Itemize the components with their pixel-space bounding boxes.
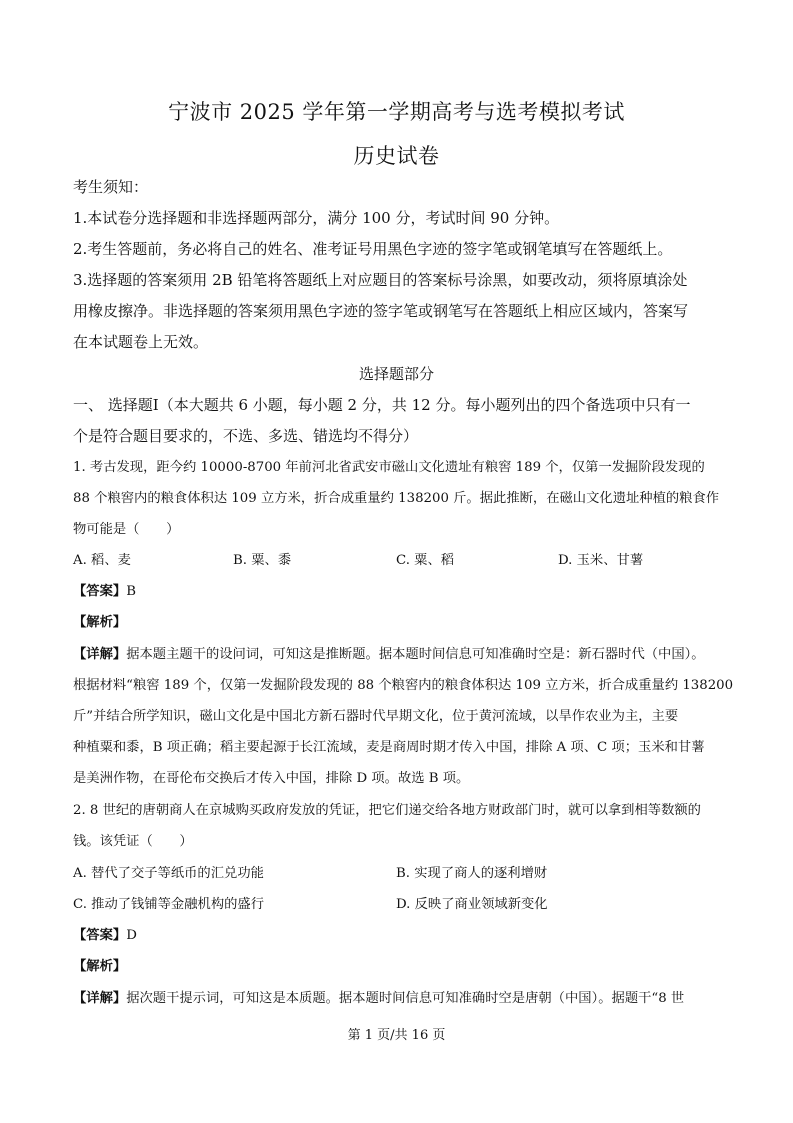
q1-stem: 88 个粮窖内的粮食体积达 109 立方米，折合成重量约 138200 斤。据此推断，在磁山文化遗址种植的粮食作 [73,491,720,506]
q2-detail [73,989,684,1009]
section-intro: 一、 选择题Ⅰ（本大题共 6 小题，每小题 2 分，共 12 分。每小题列出的四个备选项中只有一 [73,396,691,414]
analysis-tag: 【解析】 [73,615,127,630]
q1-option-c: C. 粟、稻 [396,553,455,568]
section-intro: 个是符合题目要求的，不选、多选、错选均不得分） [73,427,419,445]
q2-stem: 2. 8 世纪的唐朝商人在京城购买政府发放的凭证，把它们递交给各地方财政部门时，就可以拿到相等数额的 [73,803,701,818]
notice-item: 在本试题卷上无效。 [73,333,209,351]
notice-item: 用橡皮擦净。非选择题的答案须用黑色字迹的签字笔或钢笔写在答题纸上相应区域内，答案写 [73,302,689,320]
q1-detail: 是美洲作物，在哥伦布交换后才传入中国，排除 D 项。故选 B 项。 [73,771,470,786]
q1-answer [73,582,136,602]
exam-title: 宁波市 2025 学年第一学期高考与选考模拟考试 [168,100,625,124]
q2-option-b: B. 实现了商人的逐利增财 [396,866,548,881]
q2-answer [73,926,137,946]
analysis-tag: 【解析】 [73,959,127,974]
notice-item: 2.考生答题前，务必将自己的姓名、准考证号用黑色字迹的签字笔或钢笔填写在答题纸上。 [73,240,673,258]
q1-stem: 1. 考古发现，距今约 10000-8700 年前河北省武安市磁山文化遗址有粮窖 189 个，仅第一发掘阶段发现的 [73,460,705,475]
detail-text: 据次题干提示词，可知这是本质题。据本题时间信息可知准确时空是唐朝（中国）。据题干“8 世 [126,991,685,1006]
q1-detail [73,645,705,665]
q2-analysis-tag [73,957,126,977]
detail-tag: 【详解】 [73,647,127,662]
answer-value: B [126,584,136,599]
q1-analysis-tag [73,613,126,633]
section-title: 选择题部分 [358,365,434,383]
answer-tag: 【答案】 [73,584,127,599]
q1-option-a: A. 稻、麦 [73,553,131,568]
q2-option-a: A. 替代了交子等纸币的汇兑功能 [73,866,264,881]
q2-option-d: D. 反映了商业领域新变化 [396,897,548,912]
answer-value: D [126,928,137,943]
q1-detail: 种植粟和黍，B 项正确；稻主要起源于长江流域，麦是商周时期才传入中国，排除 A 项、C 项；玉米和甘薯 [73,740,705,755]
detail-tag: 【详解】 [73,991,127,1006]
q1-stem: 物可能是（ ） [73,522,180,537]
notice-heading: 考生须知： [73,178,149,196]
notice-item: 1.本试卷分选择题和非选择题两部分，满分 100 分，考试时间 90 分钟。 [73,209,560,227]
q1-detail: 根据材料“粮窖 189 个，仅第一发掘阶段发现的 88 个粮窖内的粮食体积达 109 立方米，折合成重量约 138200 [73,678,734,693]
q1-option-d: D. 玉米、甘薯 [558,553,644,568]
q1-option-b: B. 粟、黍 [233,553,292,568]
q2-option-c: C. 推动了钱铺等金融机构的盛行 [73,897,265,912]
notice-item: 3.选择题的答案须用 2B 铅笔将答题纸上对应题目的答案标号涂黑，如要改动，须将原填涂处 [73,271,688,289]
answer-tag: 【答案】 [73,928,127,943]
q2-stem: 钱。该凭证（ ） [73,834,193,849]
page-footer: 第 1 页/共 16 页 [347,1028,446,1043]
detail-text: 据本题主题干的设问词，可知这是推断题。据本题时间信息可知准确时空是：新石器时代（中国）。 [126,647,705,662]
q1-detail: 斤”并结合所学知识，磁山文化是中国北方新石器时代早期文化，位于黄河流域，以旱作农业为主，主要 [73,709,679,724]
exam-subtitle: 历史试卷 [353,144,440,168]
